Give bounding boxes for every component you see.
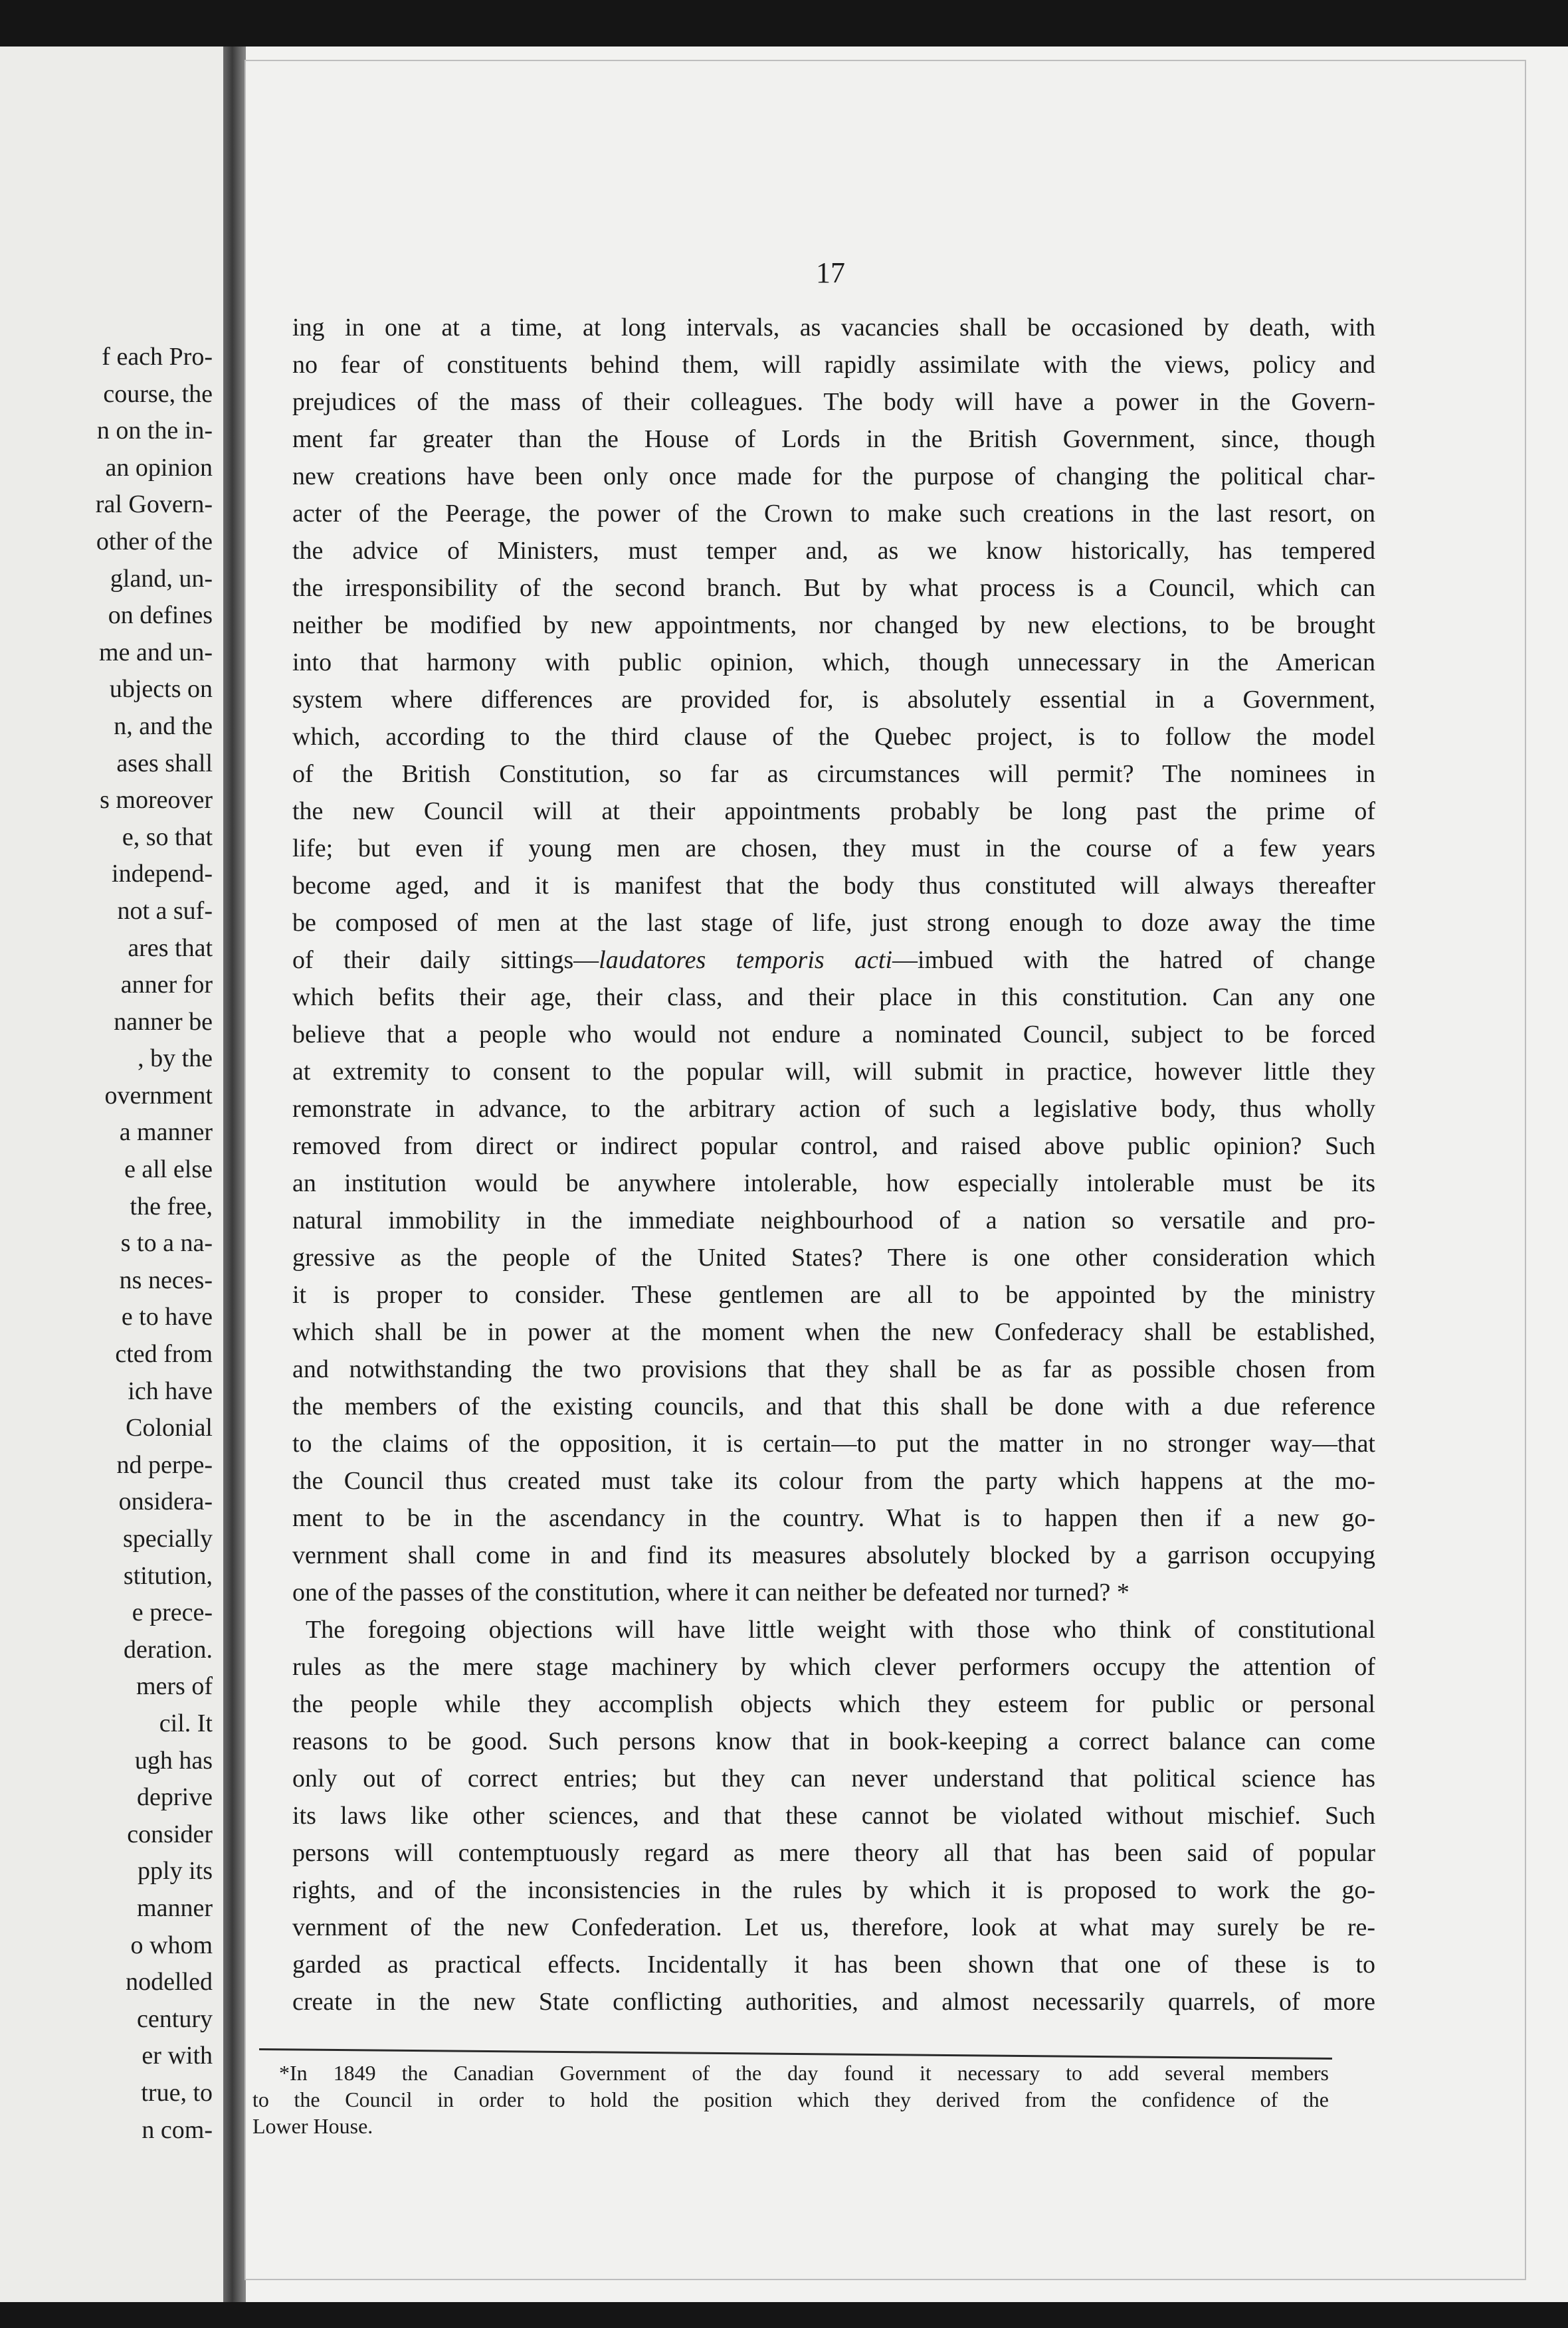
body-line [292,1723,1375,1760]
body-line-text: into that harmony with public opinion, which, though unnecessary in the American [292,648,1375,676]
body-line-text: one of the passes of the constitution, where it can neither be defeated nor turned? * [292,1579,1129,1606]
body-line [292,1239,1375,1276]
left-page-line: other of the [96,527,213,555]
body-line-text: at extremity to consent to the popular will, will submit in practice, however little they [292,1058,1375,1086]
body-line-text: the members of the existing councils, and that this shall be done with a due reference [292,1393,1375,1420]
left-page-line: ral Govern- [95,490,213,519]
body-line [292,495,1375,532]
left-page-line: nodelled [126,1968,213,1996]
left-page-line: ich have [128,1377,213,1405]
left-page-line: f each Pro- [102,343,213,371]
body-line [292,607,1375,644]
body-line-text: believe that a people who would not endure a nominated Council, subject to be forced [292,1020,1375,1048]
body-line [292,941,1375,979]
body-line-text: natural immobility in the immediate neighbourhood of a nation so versatile and pro- [292,1207,1375,1234]
left-page-line: nd perpe- [116,1450,213,1479]
left-page-line: stitution, [123,1561,213,1590]
left-page-line: e, so that [122,823,213,851]
body-line [292,1946,1375,1983]
body-line-text: of the British Constitution, so far as circumstances will permit? The nominees in [292,760,1375,788]
body-line [292,569,1375,607]
body-line [292,309,1375,346]
body-line [292,458,1375,495]
body-line-text: the people while they accomplish objects which they esteem for public or personal [292,1690,1375,1718]
body-line-text: neither be modified by new appointments, nor changed by new elections, to be brought [292,611,1375,639]
left-page-line: an opinion [105,453,213,482]
body-line [292,1425,1375,1462]
body-line-text: life; but even if young men are chosen, they must in the course of a few years [292,834,1375,862]
book-gutter [223,47,246,2302]
left-page-line: s moreover [100,786,213,815]
left-page-line: century [137,2004,213,2033]
body-line-text: of their daily sittings—laudatores temporis acti—imbued with the hatred of change [292,946,1375,974]
left-page-line: true, to [141,2078,213,2107]
body-line [292,1686,1375,1723]
body-line [292,979,1375,1016]
body-line [292,1276,1375,1313]
left-page-line: nanner be [114,1007,213,1036]
footnote-line-text: to the Council in order to hold the position which they derived from the confidence of the [252,2087,1329,2111]
body-line-text: new creations have been only once made for the purpose of changing the political char- [292,462,1375,490]
body-text [292,309,1375,2020]
left-page-line: e all else [124,1155,213,1184]
body-line [292,1388,1375,1425]
body-line [292,1202,1375,1239]
body-line [292,1648,1375,1686]
body-line [292,1834,1375,1872]
body-line-text: ing in one at a time, at long intervals, as vacancies shall be occasioned by death, with [292,314,1375,341]
body-line-text: The foregoing objections will have little weight with those who think of constitutional [306,1616,1375,1644]
left-page-line: cil. It [159,1709,213,1737]
body-line [292,1909,1375,1946]
body-line-text: the Council thus created must take its colour from the party which happens at the mo- [292,1467,1375,1495]
left-page-line: consider [127,1820,213,1848]
footnote-line [252,2086,1329,2113]
left-page-line: mers of [136,1672,213,1701]
left-page-line: Colonial [126,1414,213,1442]
body-line-text: and notwithstanding the two provisions that they shall be as far as possible chosen from [292,1355,1375,1383]
body-line [292,1351,1375,1388]
body-line [292,1983,1375,2020]
body-line-text: removed from direct or indirect popular control, and raised above public opinion? Such [292,1132,1375,1160]
body-line [292,718,1375,755]
left-page-line: on defines [108,601,213,630]
left-page-line: ugh has [134,1746,213,1775]
footnote-line [252,2113,1329,2139]
left-page-line: course, the [103,379,213,408]
body-line-text: ment far greater than the House of Lords in the British Government, since, though [292,425,1375,453]
left-page-line: specially [122,1525,213,1553]
footnote [252,2060,1329,2139]
left-page-line: ases shall [116,749,213,777]
body-line-text: rights, and of the inconsistencies in the rules by which it is proposed to work the go- [292,1876,1375,1904]
footnote-line-text: Lower House. [252,2114,373,2138]
left-page-line: n on the in- [96,417,213,445]
body-line [292,755,1375,793]
body-line [292,793,1375,830]
body-line-text: acter of the Peerage, the power of the Crown to make such creations in the last resort, on [292,500,1375,528]
body-line-text: its laws like other sciences, and that these cannot be violated without mischief. Such [292,1802,1375,1830]
left-page-line: o whom [130,1931,213,1959]
body-line-text: remonstrate in advance, to the arbitrary action of such a legislative body, thus wholly [292,1095,1375,1123]
left-page-line: er with [142,2042,213,2070]
left-page-line: e to have [121,1303,213,1331]
body-line [292,867,1375,904]
body-line-text: the irresponsibility of the second branch. But by what process is a Council, which can [292,574,1375,602]
body-line-text: which shall be in power at the moment when the new Confederacy shall be established, [292,1318,1375,1346]
body-line [292,1611,1375,1648]
left-page-fragment [0,47,226,2302]
body-line-text: become aged, and it is manifest that the body thus constituted will always thereafter [292,872,1375,900]
body-line [292,1462,1375,1500]
left-page-line: deprive [137,1783,213,1812]
left-page-line: pply its [138,1857,213,1886]
body-line [292,1760,1375,1797]
body-line-text: reasons to be good. Such persons know that in book-keeping a correct balance can come [292,1727,1375,1755]
page-number: 17 [816,256,845,289]
body-line-text: ment to be in the ascendancy in the country. What is to happen then if a new go- [292,1504,1375,1532]
body-line-text: which befits their age, their class, and their place in this constitution. Can any one [292,983,1375,1011]
left-page-line: ares that [128,933,213,962]
scan-border-bottom [0,2302,1568,2328]
body-line-text: it is proper to consider. These gentlemen are all to be appointed by the ministry [292,1281,1375,1309]
body-line [292,1537,1375,1574]
body-line-text: create in the new State conflicting authorities, and almost necessarily quarrels, of more [292,1988,1375,2016]
body-line [292,1872,1375,1909]
left-page-text [0,339,213,2149]
left-page-line: manner [137,1893,213,1922]
left-page-line: the free, [130,1192,213,1220]
left-page-line: ns neces- [119,1266,213,1294]
body-line-text: no fear of constituents behind them, will rapidly assimilate with the views, policy and [292,351,1375,379]
body-line [292,644,1375,681]
left-page-line: independ- [112,860,213,888]
body-line-text: the new Council will at their appointments probably be long past the prime of [292,797,1375,825]
left-page-line: onsidera- [118,1488,213,1516]
body-line-text: the advice of Ministers, must temper and, as we know historically, has tempered [292,537,1375,565]
left-page-line: anner for [120,971,213,999]
body-line [292,346,1375,383]
left-page-line: overnment [104,1081,213,1110]
left-page-line: me and un- [99,638,213,666]
body-line-text: only out of correct entries; but they can never understand that political science has [292,1765,1375,1793]
body-line [292,1500,1375,1537]
left-page-line: n com- [142,2115,213,2144]
left-page-line: s to a na- [120,1229,213,1258]
body-line [292,904,1375,941]
body-line [292,1090,1375,1127]
scan-border-top [0,0,1568,47]
body-line-text: gressive as the people of the United States? There is one other consideration which [292,1244,1375,1272]
left-page-line: e prece- [132,1599,213,1627]
footnote-line-text: *In 1849 the Canadian Government of the day found it necessary to add several members [279,2061,1329,2085]
body-line-text: vernment of the new Confederation. Let us, therefore, look at what may surely be re- [292,1913,1375,1941]
body-line-text: persons will contemptuously regard as mere theory all that has been said of popular [292,1839,1375,1867]
body-line [292,1016,1375,1053]
body-line-text: rules as the mere stage machinery by which clever performers occupy the attention of [292,1653,1375,1681]
left-page-line: gland, un- [110,564,213,593]
body-line-text: garded as practical effects. Incidentally it has been shown that one of these is to [292,1951,1375,1979]
left-page-line: deration. [123,1635,213,1664]
body-line-text: to the claims of the opposition, it is certain—to put the matter in no stronger way—that [292,1430,1375,1458]
body-line [292,1165,1375,1202]
body-line [292,1797,1375,1834]
body-line [292,1313,1375,1351]
left-page-line: , by the [138,1044,213,1073]
body-line-text: be composed of men at the last stage of life, just strong enough to doze away the time [292,909,1375,937]
left-page-line: n, and the [114,712,213,740]
body-line-text: prejudices of the mass of their colleagues. The body will have a power in the Govern- [292,388,1375,416]
body-line [292,830,1375,867]
body-line-text: vernment shall come in and find its measures absolutely blocked by a garrison occupying [292,1541,1375,1569]
body-line-text: an institution would be anywhere intolerable, how especially intolerable must be its [292,1169,1375,1197]
left-page-line: a manner [119,1118,213,1147]
body-line [292,532,1375,569]
left-page-line: ubjects on [109,675,213,704]
body-line [292,1053,1375,1090]
body-line-text: which, according to the third clause of the Quebec project, is to follow the model [292,723,1375,751]
left-page-line: not a suf- [117,896,213,925]
footnote-line [252,2060,1329,2086]
body-line [292,1574,1375,1611]
body-line [292,681,1375,718]
body-line-text: system where differences are provided for, is absolutely essential in a Government, [292,686,1375,714]
left-page-line: cted from [115,1340,213,1369]
body-line [292,1127,1375,1165]
latin-phrase: laudatores temporis acti [599,946,893,974]
body-line [292,383,1375,421]
body-line [292,421,1375,458]
